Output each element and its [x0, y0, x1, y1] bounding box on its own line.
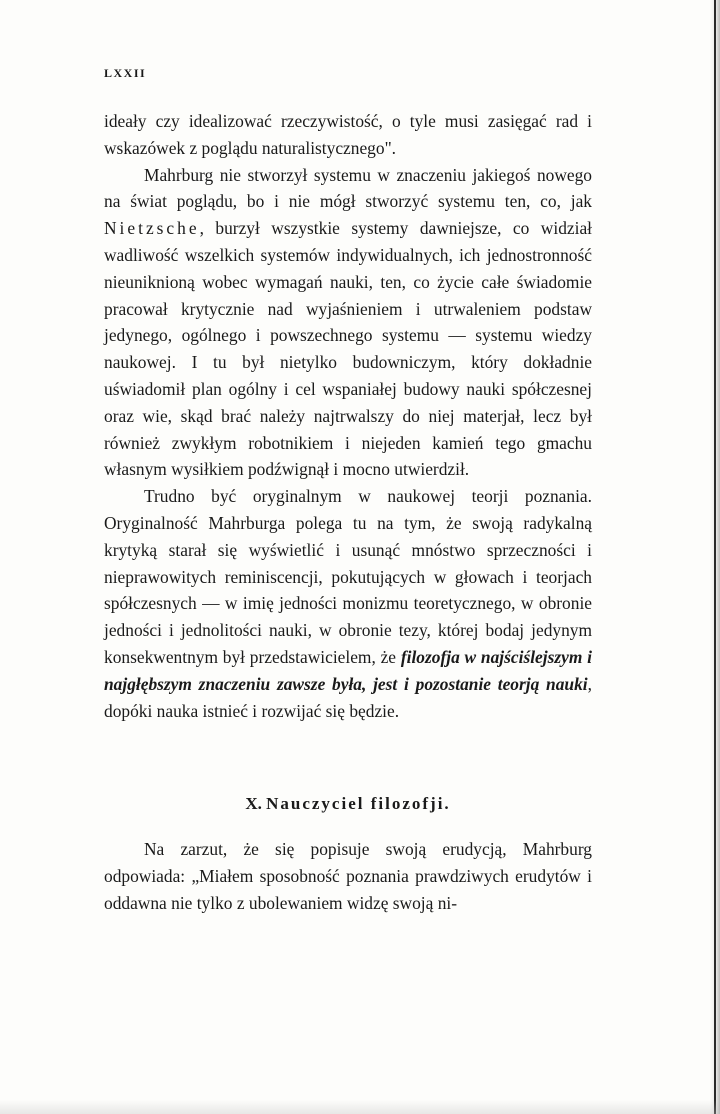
paragraph-continuation: ideały czy idealizować rzeczywistość, o tyle musi zasięgać rad i wskazówek z poglądu naturalistycznego". — [104, 111, 592, 158]
scan-edge-line — [714, 0, 716, 1114]
scan-bottom-shadow — [0, 1100, 720, 1114]
paragraph-originality — [104, 483, 592, 724]
paragraph-3-after: , dopóki nauka istnieć i rozwijać się będzie. — [104, 673, 592, 721]
main-text — [104, 108, 592, 724]
section-number: X. — [245, 794, 262, 813]
paragraph-2-before: Mahrburg nie stworzył systemu w znaczeniu jakiegoś nowego na świat poglądu, bo i nie mógł stworzyć systemu ten, co, jak — [104, 164, 592, 212]
italic-thesis: filozofja w najściślejszym i najgłębszym znaczeniu zawsze była, jest i pozostanie teorją nauki — [104, 646, 592, 694]
section-title: Nauczyciel filozofji. — [266, 794, 451, 813]
paragraph-3-before: Trudno być oryginalnym w naukowej teorji poznania. Oryginalność Mahrburga polega tu na tym, że swoją radykalną krytyką starał się wyświetlić i usunąć mnóstwo sprzeczności i nieprawowitych reminiscencji, pokutujących w głowach i teorjach spółczesnych — w imię jedności monizmu teoretycznego, w obronie jedności i jednolitości nauki, w obronie tezy, której bodaj jedynym konsekwentnym był przedstawicielem, że — [104, 486, 592, 667]
name-nietzsche: Nietzsche — [104, 218, 200, 239]
paragraph-mahrburg-system — [104, 162, 592, 484]
section-text — [104, 836, 592, 916]
paragraph-2-after: , burzył wszystkie systemy dawniejsze, co widział wadliwość wszelkich systemów indywidualnych, ich jednostronność nieuniknioną wobec wymagań nauki, ten, co życie całe świadomie pracował krytycznie nad wyjaśnieniem i utrwaleniem podstaw jedynego, ogólnego i powszechnego systemu — systemu wiedzy naukowej. I tu był nietylko budowniczym, który dokładnie uświadomił plan ogólny i cel wspaniałej budowy nauki spółczesnej oraz wie, skąd brać należy najtrwalszy do niej materjał, lecz był również zwykłym robotnikiem i niejeden kamień tego gmachu własnym wysiłkiem podźwignął i mocno utwierdził. — [104, 218, 592, 480]
page-number: LXXII — [104, 66, 147, 80]
section-heading — [104, 794, 592, 814]
paragraph-erudition: Na zarzut, że się popisuje swoją erudycją, Mahrburg odpowiada: „Miałem sposobność poznania prawdziwych erudytów i oddawna nie tylko z ubolewaniem widzę swoją ni- — [104, 839, 592, 913]
